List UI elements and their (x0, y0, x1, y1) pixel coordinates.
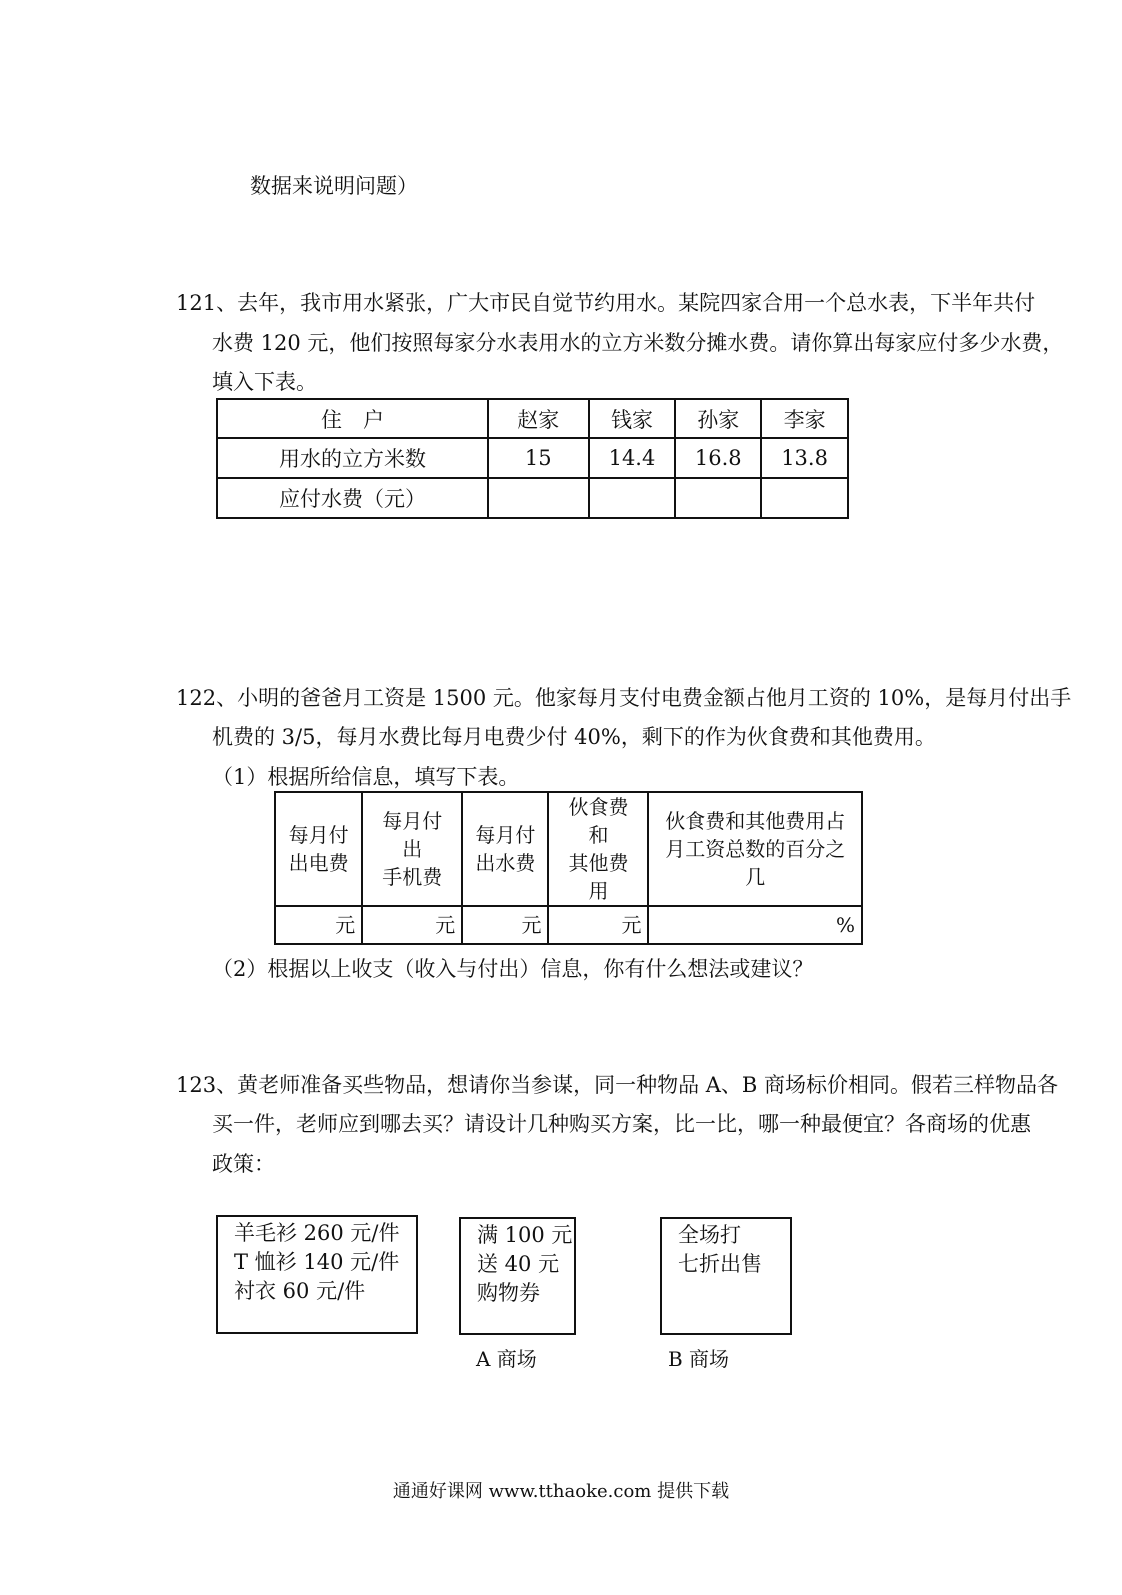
answer-cell[interactable] (589, 478, 676, 518)
q123-line: 买一件，老师应到哪去买？请设计几种购买方案，比一比，哪一种最便宜？各商场的优惠 (212, 1112, 1031, 1136)
store-a-offer-box (459, 1217, 576, 1335)
price-item: 羊毛衫 260 元/件 (234, 1221, 400, 1245)
price-item: 衬衣 60 元/件 (234, 1279, 366, 1303)
offer-line: 满 100 元 (477, 1223, 573, 1247)
table-header-cell: 每月付 出电费 (275, 792, 362, 906)
table-cell: 用水的立方米数 (217, 438, 488, 478)
water-fee-table (216, 398, 849, 519)
answer-cell[interactable]: 元 (462, 906, 548, 944)
table-row (217, 478, 848, 518)
table-header-cell: 钱家 (589, 399, 676, 438)
q123-line: 123、黄老师准备买些物品，想请你当参谋，同一种物品 A、B 商场标价相同。假若三样物品各 (176, 1073, 1059, 1097)
answer-cell[interactable]: 元 (362, 906, 462, 944)
table-header-cell: 伙食费 和 其他费 用 (548, 792, 648, 906)
answer-cell[interactable] (488, 478, 589, 518)
expense-table (274, 791, 863, 945)
q121-line: 填入下表。 (212, 370, 317, 394)
q121-line: 121、去年，我市用水紧张，广大市民自觉节约用水。某院四家合用一个总水表，下半年共付 (176, 291, 1036, 315)
answer-cell[interactable]: 元 (275, 906, 362, 944)
table-header-cell: 每月付 出水费 (462, 792, 548, 906)
answer-cell[interactable]: % (648, 906, 862, 944)
continued-text: 数据来说明问题） (250, 174, 418, 198)
store-a-caption: A 商场 (476, 1347, 537, 1371)
table-header-cell: 伙食费和其他费用占 月工资总数的百分之 几 (648, 792, 862, 906)
q122-subquestion-2: （2）根据以上收支（收入与付出）信息，你有什么想法或建议？ (212, 957, 814, 981)
table-row (217, 438, 848, 478)
offer-line: 购物券 (477, 1281, 540, 1305)
price-item: T 恤衫 140 元/件 (234, 1250, 400, 1274)
table-cell: 应付水费（元） (217, 478, 488, 518)
table-header-cell: 每月付 出 手机费 (362, 792, 462, 906)
offer-line: 七折出售 (678, 1252, 762, 1276)
table-cell: 16.8 (675, 438, 761, 478)
table-cell: 13.8 (761, 438, 848, 478)
q122-line: 122、小明的爸爸月工资是 1500 元。他家每月支付电费金额占他月工资的 10%，是每月付出手 (176, 686, 1072, 710)
answer-cell[interactable] (675, 478, 761, 518)
store-b-caption: B 商场 (668, 1347, 730, 1371)
q121-line: 水费 120 元，他们按照每家分水表用水的立方米数分摊水费。请你算出每家应付多少水费， (212, 331, 1064, 355)
table-header-cell: 李家 (761, 399, 848, 438)
answer-cell[interactable]: 元 (548, 906, 648, 944)
table-row (275, 792, 862, 906)
page-footer: 通通好课网 www.tthaoke.com 提供下载 (392, 1481, 730, 1502)
table-header-cell: 住 户 (217, 399, 488, 438)
table-cell: 15 (488, 438, 589, 478)
table-row (275, 906, 862, 944)
q122-subquestion-1: （1）根据所给信息，填写下表。 (212, 765, 520, 789)
answer-cell[interactable] (761, 478, 848, 518)
store-b-offer-box (660, 1217, 792, 1335)
offer-line: 送 40 元 (477, 1252, 560, 1276)
table-row (217, 399, 848, 438)
table-header-cell: 孙家 (675, 399, 761, 438)
price-list-box (216, 1215, 418, 1334)
table-header-cell: 赵家 (488, 399, 589, 438)
table-cell: 14.4 (589, 438, 676, 478)
q123-line: 政策： (212, 1152, 275, 1176)
offer-line: 全场打 (678, 1223, 741, 1247)
q122-line: 机费的 3/5，每月水费比每月电费少付 40%，剩下的作为伙食费和其他费用。 (212, 725, 936, 749)
